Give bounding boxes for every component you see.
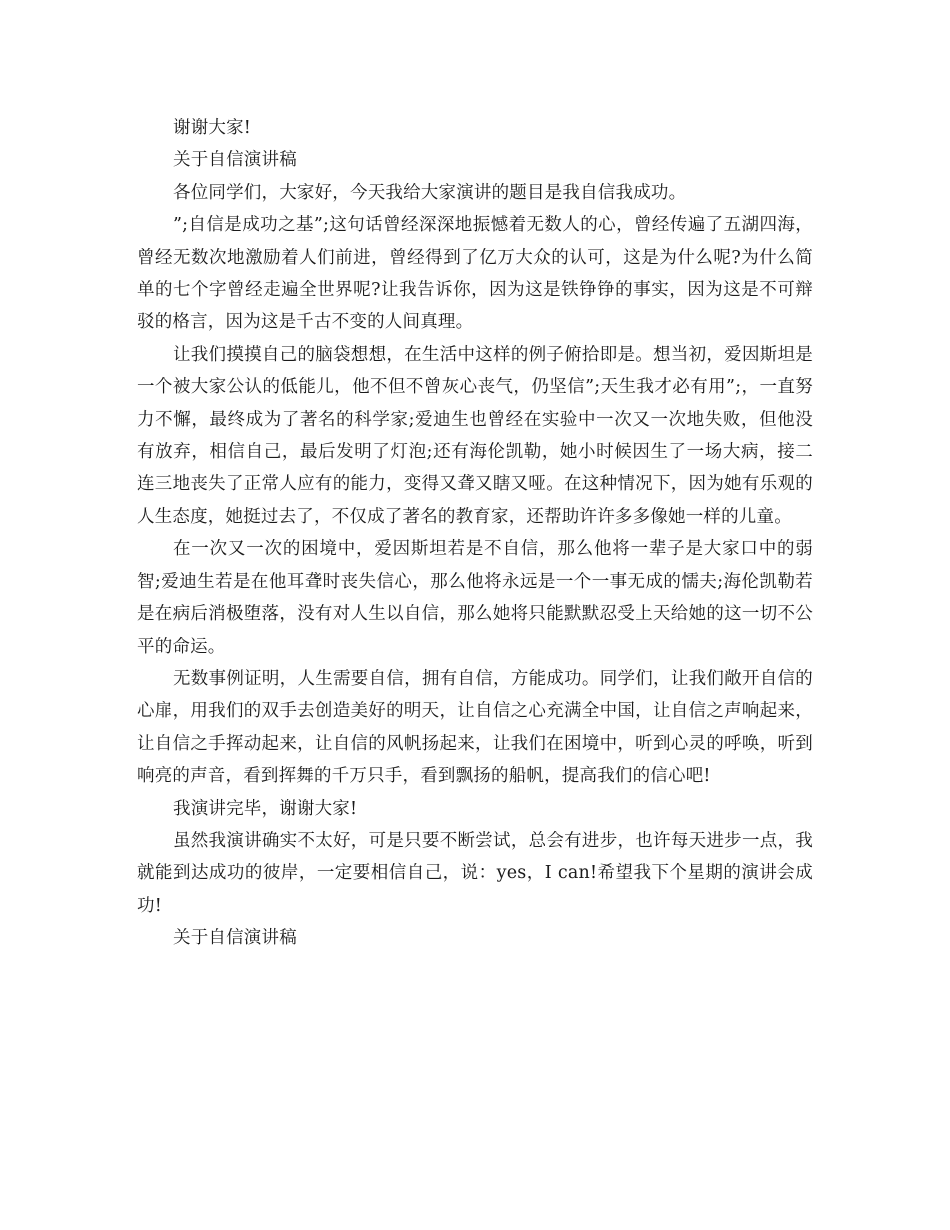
paragraph-body-4: 无数事例证明，人生需要自信，拥有自信，方能成功。同学们，让我们敞开自信的心扉，用我们的双手去创造美好的明天，让自信之心充满全中国，让自信之声响起来，让自信之手挥动起来，让自信的风帆扬起来，让我们在困境中，听到心灵的呼唤，听到响亮的声音，看到挥舞的千万只手，看到飘扬的船帆，提高我们的信心吧! <box>137 668 813 787</box>
paragraph-reflection: 虽然我演讲确实不太好，可是只要不断尝试，总会有进步，也许每天进步一点，我就能到达成功的彼岸，一定要相信自己，说：yes，I can!希望我下个星期的演讲会成功! <box>137 830 813 916</box>
heading-speech-title: 关于自信演讲稿 <box>173 150 297 171</box>
paragraph-thanks: 谢谢大家! <box>173 118 252 138</box>
heading-speech-title-2: 关于自信演讲稿 <box>173 928 297 949</box>
document-body <box>137 112 813 955</box>
paragraph-body-3: 在一次又一次的困境中，爱因斯坦若是不自信，那么他将一辈子是大家口中的弱智;爱迪生若是在他耳聋时丧失信心，那么他将永远是一个一事无成的懦夫;海伦凯勒若是在病后消极堕落，没有对人生以自信，那么她将只能默默忍受上天给她的这一切不公平的命运。 <box>137 539 813 657</box>
paragraph-body-1: ”;自信是成功之基”;这句话曾经深深地振憾着无数人的心，曾经传遍了五湖四海，曾经无数次地激励着人们前进，曾经得到了亿万大众的认可，这是为什么呢?为什么简单的七个字曾经走遍全世界呢?让我告诉你，因为这是铁铮铮的事实，因为这是不可辩驳的格言，因为这是千古不变的人间真理。 <box>137 215 813 333</box>
paragraph-greeting: 各位同学们，大家好，今天我给大家演讲的题目是我自信我成功。 <box>173 182 687 203</box>
paragraph-body-2: 让我们摸摸自己的脑袋想想，在生活中这样的例子俯拾即是。想当初，爱因斯坦是一个被大家公认的低能儿，他不但不曾灰心丧气，仍坚信”;天生我才必有用”;，一直努力不懈，最终成为了著名的科学家;爱迪生也曾经在实验中一次又一次地失败，但他没有放弃，相信自己，最后发明了灯泡;还有海伦凯勒，她小时候因生了一场大病，接二连三地丧失了正常人应有的能力，变得又聋又瞎又哑。在这种情况下，因为她有乐观的人生态度，她挺过去了，不仅成了著名的教育家，还帮助许许多多像她一样的儿童。 <box>137 344 813 527</box>
paragraph-closing: 我演讲完毕，谢谢大家! <box>173 798 358 819</box>
